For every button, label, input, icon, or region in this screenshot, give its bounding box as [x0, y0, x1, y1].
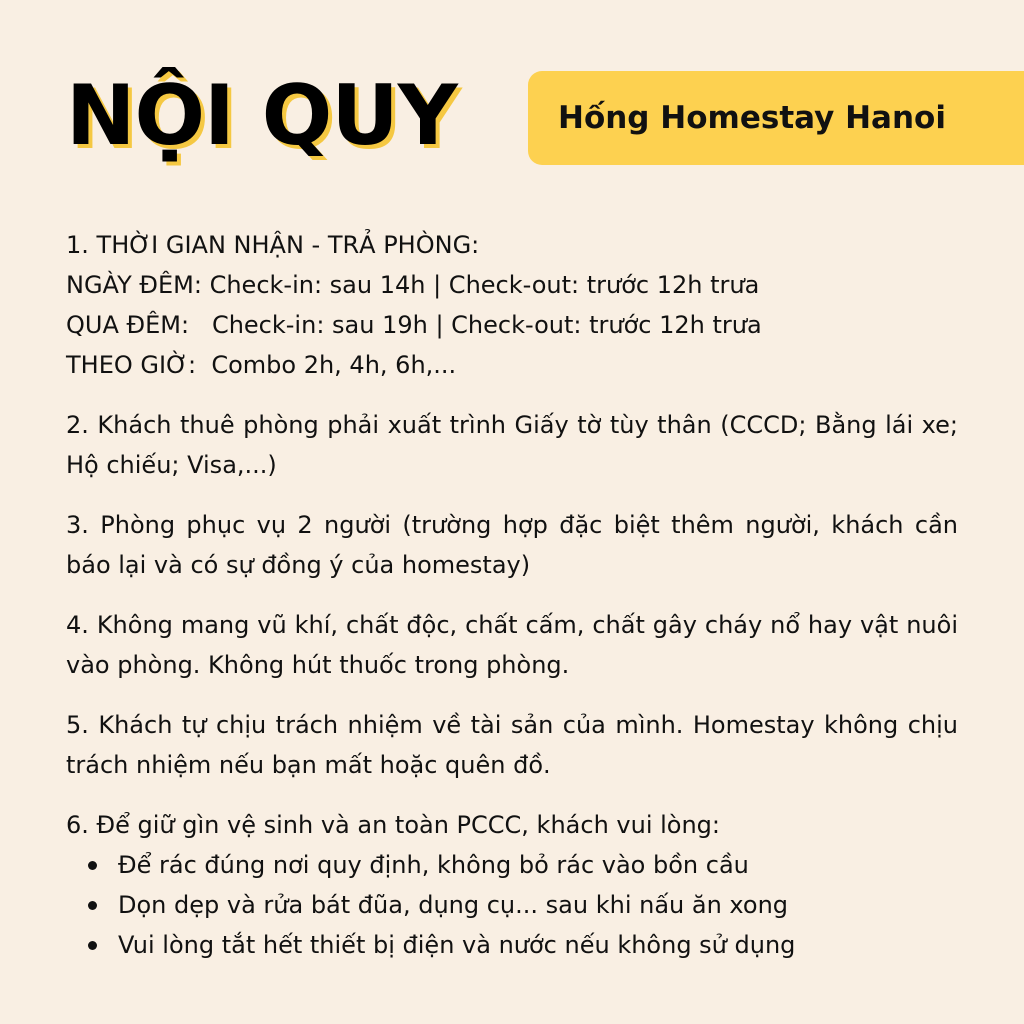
brand-badge: [528, 71, 1024, 165]
bullet-icon: [88, 861, 97, 870]
rules-list: [66, 225, 958, 985]
rule-line-hourly: THEO GIỜ: Combo 2h, 4h, 6h,...: [66, 351, 457, 379]
rule-personal-belongings: 5. Khách tự chịu trách nhiệm về tài sản của mình. Homestay không chịu trách nhiệm nếu bạn mất hoặc quên đồ.: [66, 711, 958, 779]
bullet-icon: [88, 901, 97, 910]
list-item: [88, 885, 958, 925]
rule-identity-documents: 2. Khách thuê phòng phải xuất trình Giấy tờ tùy thân (CCCD; Bằng lái xe; Hộ chiếu; Visa,...): [66, 411, 958, 479]
bullet-list: [66, 845, 958, 965]
list-item: [88, 925, 958, 965]
rule-line-overnight: QUA ĐÊM: Check-in: sau 19h | Check-out: trước 12h trưa: [66, 311, 762, 339]
rule-room-capacity: 3. Phòng phục vụ 2 người (trường hợp đặc biệt thêm người, khách cần báo lại và có sự đồng ý của homestay): [66, 511, 958, 579]
list-item-text: Để rác đúng nơi quy định, không bỏ rác vào bồn cầu: [118, 851, 749, 879]
rule-hygiene-safety: [66, 805, 958, 965]
rule-heading: 6. Để giữ gìn vệ sinh và an toàn PCCC, khách vui lòng:: [66, 811, 720, 839]
rule-prohibited-items: 4. Không mang vũ khí, chất độc, chất cấm, chất gây cháy nổ hay vật nuôi vào phòng. Không hút thuốc trong phòng.: [66, 611, 958, 679]
rule-line-overnight-day: NGÀY ĐÊM: Check-in: sau 14h | Check-out: trước 12h trưa: [66, 271, 760, 299]
list-item-text: Vui lòng tắt hết thiết bị điện và nước nếu không sử dụng: [118, 931, 796, 959]
list-item: [88, 845, 958, 885]
bullet-icon: [88, 941, 97, 950]
list-item-text: Dọn dẹp và rửa bát đũa, dụng cụ... sau khi nấu ăn xong: [118, 891, 789, 919]
page-title: NỘI QUY: [66, 67, 457, 164]
rule-checkin-times: [66, 225, 958, 385]
rule-heading: 1. THỜI GIAN NHẬN - TRẢ PHÒNG:: [66, 231, 480, 259]
brand-name: Hống Homestay Hanoi: [558, 100, 946, 136]
